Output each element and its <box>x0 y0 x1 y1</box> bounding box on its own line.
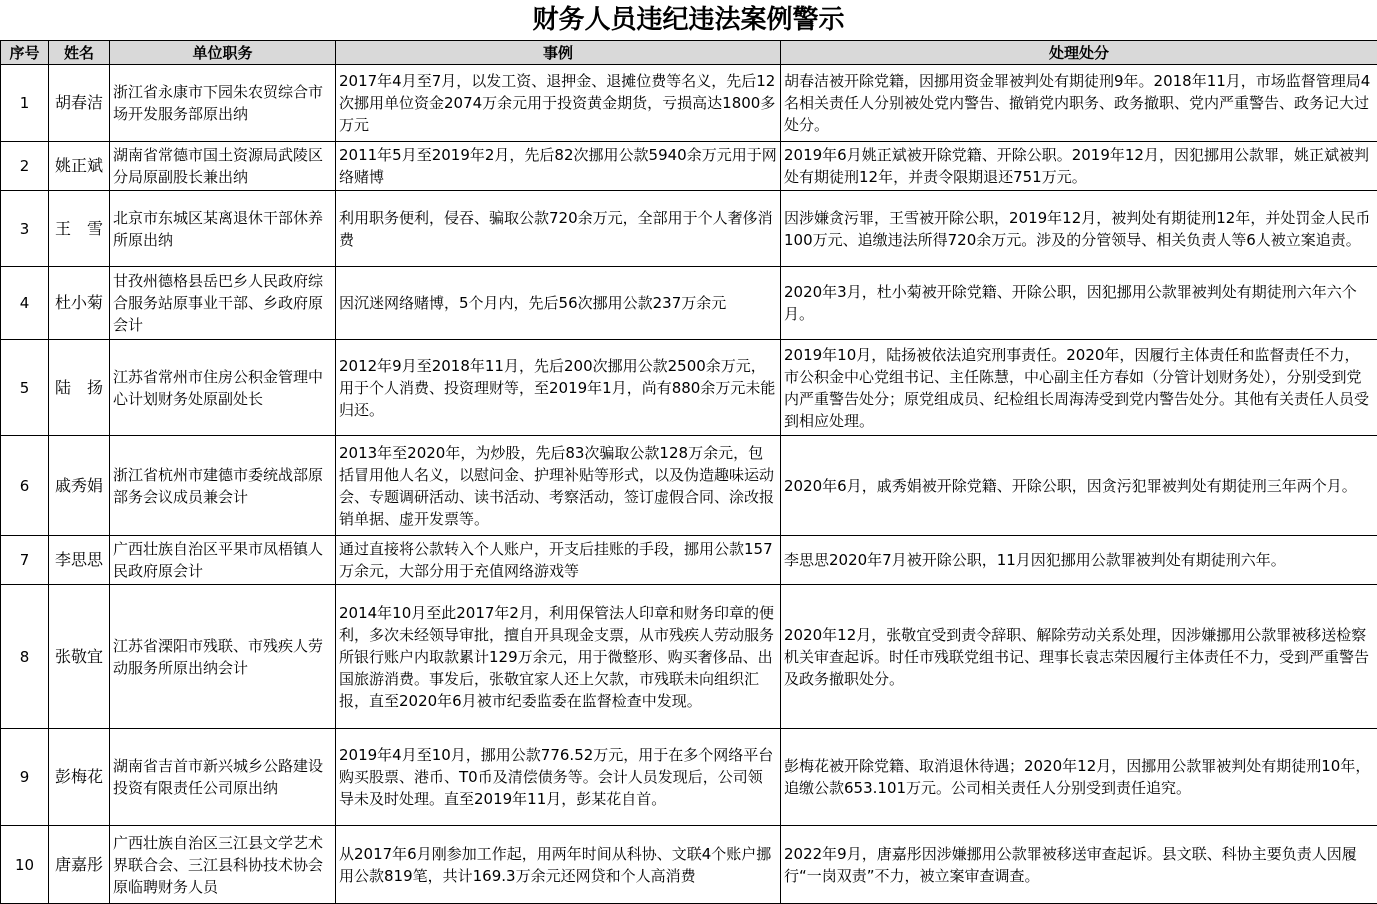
row-name: 陆 扬 <box>49 340 110 436</box>
row-no: 3 <box>1 191 49 267</box>
row-no: 5 <box>1 340 49 436</box>
row-name: 胡春洁 <box>49 65 110 142</box>
row-no: 10 <box>1 826 49 904</box>
row-unit: 广西壮族自治区平果市凤梧镇人民政府原会计 <box>110 536 336 585</box>
row-no: 1 <box>1 65 49 142</box>
case-table <box>0 40 1377 904</box>
row-name: 姚正斌 <box>49 142 110 191</box>
table-row <box>1 436 1377 536</box>
header-name: 姓名 <box>49 41 110 65</box>
row-name: 戚秀娟 <box>49 436 110 536</box>
row-penalty: 2019年6月姚正斌被开除党籍、开除公职。2019年12月，因犯挪用公款罪，姚正斌被判处有期徒刑12年，并责令限期退还751万元。 <box>781 142 1377 191</box>
row-no: 2 <box>1 142 49 191</box>
row-penalty: 2022年9月，唐嘉彤因涉嫌挪用公款罪被移送审查起诉。县文联、科协主要负责人因履行“一岗双责”不力，被立案审查调查。 <box>781 826 1377 904</box>
row-name: 张敬宜 <box>49 585 110 729</box>
table-header-row <box>1 41 1377 65</box>
row-penalty: 胡春洁被开除党籍，因挪用资金罪被判处有期徒刑9年。2018年11月，市场监督管理局4名相关责任人分别被处党内警告、撤销党内职务、政务撤职、党内严重警告、政务记大过处分。 <box>781 65 1377 142</box>
row-case: 2017年4月至7月，以发工资、退押金、退摊位费等名义，先后12次挪用单位资金2074万余元用于投资黄金期货，亏损高达1800多万元 <box>336 65 781 142</box>
row-penalty: 2020年6月，戚秀娟被开除党籍、开除公职，因贪污犯罪被判处有期徒刑三年两个月。 <box>781 436 1377 536</box>
table-row <box>1 536 1377 585</box>
row-no: 8 <box>1 585 49 729</box>
row-case: 2014年10月至此2017年2月，利用保管法人印章和财务印章的便利，多次未经领导审批，擅自开具现金支票，从市残疾人劳动服务所银行账户内取款累计129万余元，用于微整形、购买奢侈品、出国旅游消费。事发后，张敬宜家人还上欠款，市残联未向组织汇报，直至2020年6月被市纪委监委在监督检查中发现。 <box>336 585 781 729</box>
row-penalty: 李思思2020年7月被开除公职，11月因犯挪用公款罪被判处有期徒刑六年。 <box>781 536 1377 585</box>
row-name: 杜小菊 <box>49 267 110 340</box>
row-name: 彭梅花 <box>49 729 110 826</box>
row-unit: 湖南省吉首市新兴城乡公路建设投资有限责任公司原出纳 <box>110 729 336 826</box>
table-row <box>1 65 1377 142</box>
row-case: 2019年4月至10月，挪用公款776.52万元，用于在多个网络平台购买股票、港币、T0币及清偿债务等。会计人员发现后，公司领导未及时处理。直至2019年11月，彭某花自首。 <box>336 729 781 826</box>
row-unit: 北京市东城区某离退休干部休养所原出纳 <box>110 191 336 267</box>
row-case: 利用职务便利，侵吞、骗取公款720余万元，全部用于个人奢侈消费 <box>336 191 781 267</box>
row-case: 通过直接将公款转入个人账户，开支后挂账的手段，挪用公款157万余元，大部分用于充值网络游戏等 <box>336 536 781 585</box>
header-case: 事例 <box>336 41 781 65</box>
row-name: 王 雪 <box>49 191 110 267</box>
row-unit: 广西壮族自治区三江县文学艺术界联合会、三江县科协技术协会原临聘财务人员 <box>110 826 336 904</box>
row-no: 9 <box>1 729 49 826</box>
header-unit: 单位职务 <box>110 41 336 65</box>
row-unit: 浙江省杭州市建德市委统战部原部务会议成员兼会计 <box>110 436 336 536</box>
row-penalty: 彭梅花被开除党籍、取消退休待遇；2020年12月，因挪用公款罪被判处有期徒刑10年，追缴公款653.101万元。公司相关责任人分别受到责任追究。 <box>781 729 1377 826</box>
header-no: 序号 <box>1 41 49 65</box>
row-unit: 湖南省常德市国土资源局武陵区分局原副股长兼出纳 <box>110 142 336 191</box>
row-case: 2013年至2020年，为炒股，先后83次骗取公款128万余元，包括冒用他人名义，以慰问金、护理补贴等形式，以及伪造趣味运动会、专题调研活动、读书活动、考察活动，签订虚假合同、涂改报销单据、虚开发票等。 <box>336 436 781 536</box>
row-penalty: 2019年10月，陆扬被依法追究刑事责任。2020年，因履行主体责任和监督责任不力，市公积金中心党组书记、主任陈慧，中心副主任方春如（分管计划财务处），分别受到党内严重警告处分；原党组成员、纪检组长周海涛受到党内警告处分。其他有关责任人员受到相应处理。 <box>781 340 1377 436</box>
header-penalty: 处理处分 <box>781 41 1377 65</box>
row-penalty: 2020年12月，张敬宜受到责令辞职、解除劳动关系处理，因涉嫌挪用公款罪被移送检察机关审查起诉。时任市残联党组书记、理事长袁志荣因履行主体责任不力，受到严重警告及政务撤职处分。 <box>781 585 1377 729</box>
row-unit: 甘孜州德格县岳巴乡人民政府综合服务站原事业干部、乡政府原会计 <box>110 267 336 340</box>
row-no: 4 <box>1 267 49 340</box>
table-row <box>1 729 1377 826</box>
row-no: 7 <box>1 536 49 585</box>
row-unit: 浙江省永康市下园朱农贸综合市场开发服务部原出纳 <box>110 65 336 142</box>
table-row <box>1 267 1377 340</box>
row-unit: 江苏省溧阳市残联、市残疾人劳动服务所原出纳会计 <box>110 585 336 729</box>
row-no: 6 <box>1 436 49 536</box>
row-penalty: 因涉嫌贪污罪，王雪被开除公职，2019年12月，被判处有期徒刑12年，并处罚金人民币100万元、追缴违法所得720余万元。涉及的分管领导、相关负责人等6人被立案追责。 <box>781 191 1377 267</box>
row-name: 唐嘉彤 <box>49 826 110 904</box>
table-row <box>1 585 1377 729</box>
row-case: 2011年5月至2019年2月，先后82次挪用公款5940余万元用于网络赌博 <box>336 142 781 191</box>
row-name: 李思思 <box>49 536 110 585</box>
table-row <box>1 826 1377 904</box>
table-row <box>1 191 1377 267</box>
row-case: 2012年9月至2018年11月，先后200次挪用公款2500余万元，用于个人消费、投资理财等，至2019年1月，尚有880余万元未能归还。 <box>336 340 781 436</box>
row-penalty: 2020年3月，杜小菊被开除党籍、开除公职，因犯挪用公款罪被判处有期徒刑六年六个月。 <box>781 267 1377 340</box>
row-case: 从2017年6月刚参加工作起，用两年时间从科协、文联4个账户挪用公款819笔，共计169.3万余元还网贷和个人高消费 <box>336 826 781 904</box>
table-row <box>1 340 1377 436</box>
row-unit: 江苏省常州市住房公积金管理中心计划财务处原副处长 <box>110 340 336 436</box>
table-row <box>1 142 1377 191</box>
row-case: 因沉迷网络赌博，5个月内，先后56次挪用公款237万余元 <box>336 267 781 340</box>
page-title: 财务人员违纪违法案例警示 <box>532 5 845 35</box>
